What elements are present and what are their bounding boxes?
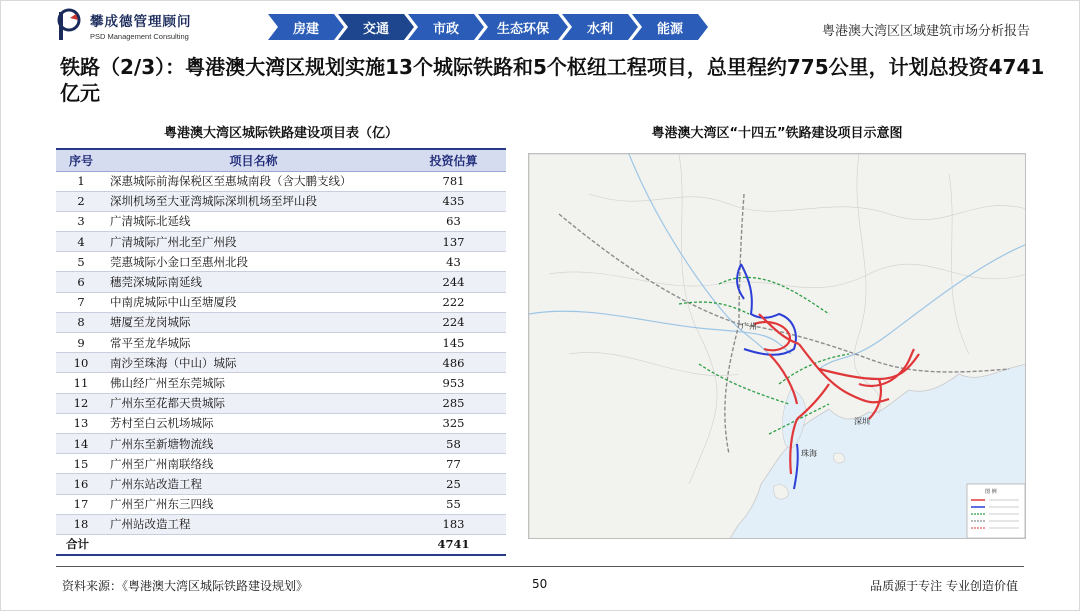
row-number: 7 [56,292,106,312]
row-number: 18 [56,514,106,534]
page-number: 50 [532,577,548,591]
investment-amount: 435 [401,191,506,211]
row-number: 12 [56,393,106,413]
column-header-name: 项目名称 [106,149,401,171]
table-total-row [56,534,506,554]
nav-tab-label: 房建 [292,21,319,37]
map-label-zhuhai: 珠海 [801,449,817,458]
map-graphic [529,154,1026,539]
project-name: 广州至广州南联络线 [106,454,401,474]
investment-amount: 285 [401,393,506,413]
map-legend-title: 图 例 [985,489,997,495]
nav-tab-label: 水利 [586,21,613,37]
table-row [56,232,506,252]
row-number: 15 [56,454,106,474]
table-row [56,454,506,474]
map-island [774,485,789,499]
nav-tab-label: 能源 [656,21,683,37]
table-row [56,373,506,393]
nav-tab-label: 市政 [432,21,459,37]
nav-tab-label: 交通 [362,21,389,37]
row-number: 17 [56,494,106,514]
nav-tab-label: 生态环保 [496,21,549,37]
table-row [56,393,506,413]
company-logo [56,8,192,42]
row-number: 5 [56,252,106,272]
psd-logo-icon [56,8,86,42]
total-spacer [106,534,401,554]
logo-chinese-name: 攀成德管理顾问 [90,13,192,30]
table-row [56,292,506,312]
table-row [56,272,506,292]
table-row [56,191,506,211]
table-row [56,312,506,332]
project-name: 常平至龙华城际 [106,333,401,353]
investment-amount: 953 [401,373,506,393]
investment-amount: 486 [401,353,506,373]
project-name: 佛山经广州至东莞城际 [106,373,401,393]
table-title: 粤港澳大湾区城际铁路建设项目表（亿） [163,126,398,141]
investment-amount: 77 [401,454,506,474]
investment-amount: 25 [401,474,506,494]
investment-amount: 222 [401,292,506,312]
nav-tab-municipal[interactable] [408,14,484,40]
map-title: 粤港澳大湾区“十四五”铁路建设项目示意图 [651,126,903,141]
table-row [56,433,506,453]
project-name: 广清城际广州北至广州段 [106,232,401,252]
investment-amount: 63 [401,211,506,231]
source-note: 资料来源：《粤港澳大湾区城际铁路建设规划》 [62,579,309,593]
project-name: 广州东站改造工程 [106,474,401,494]
total-label: 合计 [56,534,106,554]
project-name: 广州站改造工程 [106,514,401,534]
row-number: 16 [56,474,106,494]
investment-amount: 55 [401,494,506,514]
investment-amount: 145 [401,333,506,353]
table-row [56,474,506,494]
column-header-no: 序号 [56,149,106,171]
investment-amount: 224 [401,312,506,332]
investment-amount: 183 [401,514,506,534]
row-number: 10 [56,353,106,373]
investment-amount: 43 [401,252,506,272]
slide-headline: 铁路（2/3）：粤港澳大湾区规划实施13个城际铁路和5个枢纽工程项目，总里程约775公里，计划总投资4741亿元 [60,55,1045,105]
table-row [56,494,506,514]
table-header-row [56,149,506,171]
map-label-guangzhou: 广州 [741,322,757,331]
row-number: 9 [56,333,106,353]
map-label-shenzhen: 深圳 [854,417,870,426]
logo-english-name: PSD Management Consulting [90,31,189,41]
nav-tab-transport[interactable] [338,14,414,40]
project-name: 穗莞深城际南延线 [106,272,401,292]
project-name: 塘厦至龙岗城际 [106,312,401,332]
footer-divider [56,566,1024,567]
investment-amount: 325 [401,413,506,433]
table-row [56,413,506,433]
project-name: 芳村至白云机场城际 [106,413,401,433]
footer-slogan: 品质源于专注 专业创造价值 [870,579,1018,593]
map-legend [967,484,1025,538]
category-nav [268,14,702,40]
project-name: 莞惠城际小金口至惠州北段 [106,252,401,272]
row-number: 13 [56,413,106,433]
row-number: 4 [56,232,106,252]
total-amount: 4741 [401,534,506,554]
row-number: 1 [56,171,106,191]
map-land [529,154,1026,539]
project-name: 广州东至新塘物流线 [106,433,401,453]
project-name: 深圳机场至大亚湾城际深圳机场至坪山段 [106,191,401,211]
investment-amount: 58 [401,433,506,453]
table-row [56,353,506,373]
table-row [56,333,506,353]
row-number: 11 [56,373,106,393]
row-number: 3 [56,211,106,231]
project-name: 广清城际北延线 [106,211,401,231]
nav-tab-water[interactable] [562,14,638,40]
project-table [56,148,506,556]
nav-tab-eco[interactable] [478,14,568,40]
table-row [56,252,506,272]
project-name: 中南虎城际中山至塘厦段 [106,292,401,312]
railway-map [528,153,1026,539]
map-island [834,453,845,463]
project-name: 深惠城际前海保税区至惠城南段（含大鹏支线） [106,171,401,191]
project-name: 广州东至花都天贵城际 [106,393,401,413]
nav-tab-housing[interactable] [268,14,344,40]
table-row [56,211,506,231]
report-title: 粤港澳大湾区区域建筑市场分析报告 [821,24,1030,39]
project-name: 广州至广州东三四线 [106,494,401,514]
column-header-amount: 投资估算 [401,149,506,171]
project-name: 南沙至珠海（中山）城际 [106,353,401,373]
table-row [56,171,506,191]
row-number: 6 [56,272,106,292]
row-number: 8 [56,312,106,332]
investment-amount: 781 [401,171,506,191]
row-number: 14 [56,433,106,453]
nav-tab-energy[interactable] [632,14,708,40]
table-row [56,514,506,534]
investment-amount: 244 [401,272,506,292]
investment-amount: 137 [401,232,506,252]
row-number: 2 [56,191,106,211]
